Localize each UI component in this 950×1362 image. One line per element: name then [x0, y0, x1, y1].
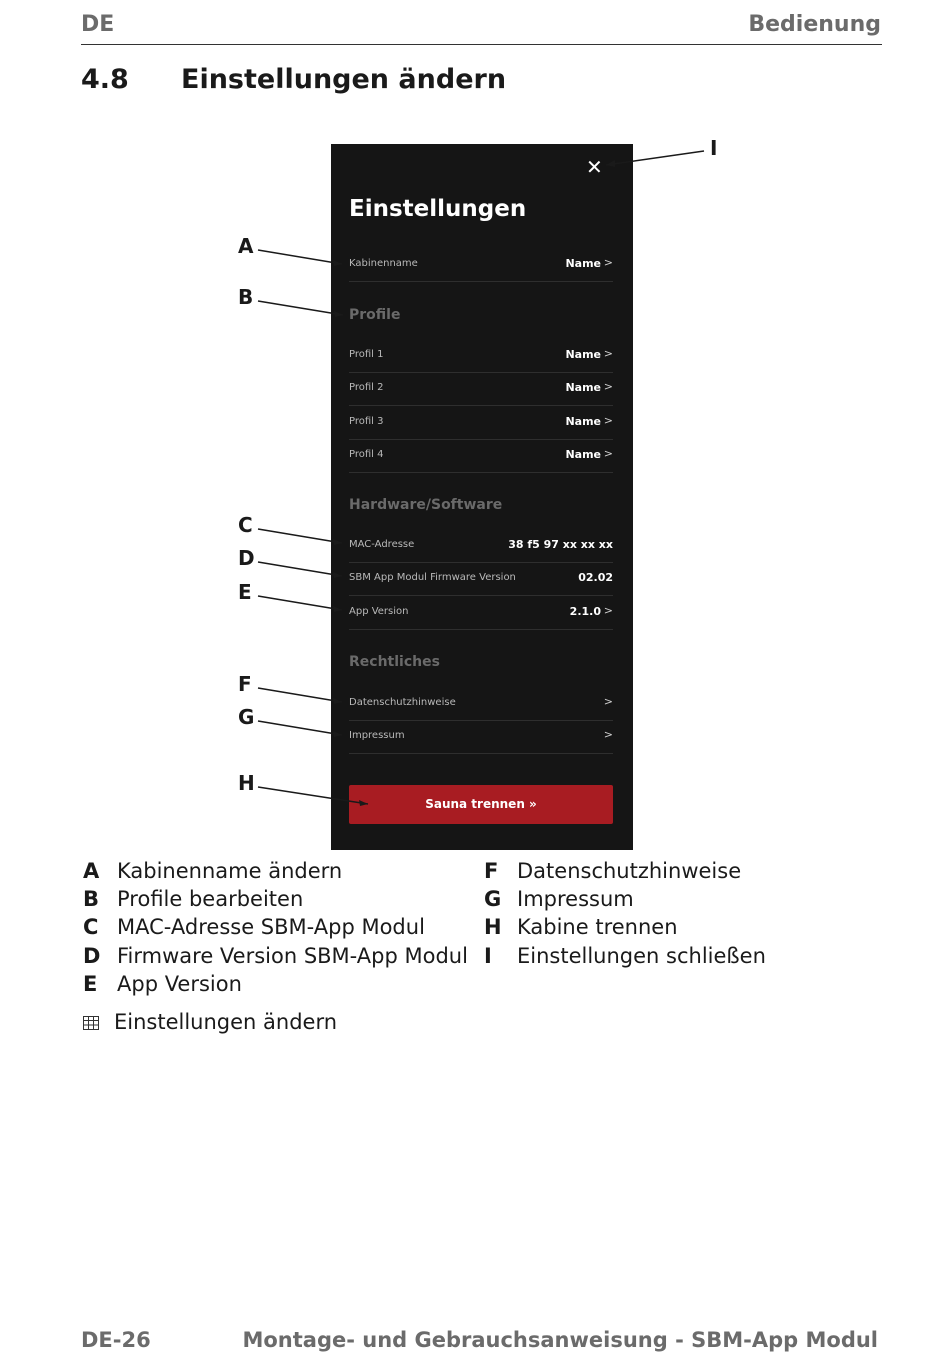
firmware-value: 02.02	[578, 571, 613, 584]
callout-h: H	[238, 771, 255, 795]
profile-label: Profil 1	[349, 349, 384, 360]
legend-letter: B	[83, 887, 100, 911]
disconnect-sauna-button[interactable]: Sauna trennen »	[349, 785, 613, 824]
figure-caption: Einstellungen ändern	[114, 1010, 338, 1034]
mac-address-value: 38 f5 97 xx xx xx	[508, 538, 613, 551]
callout-a: A	[238, 234, 254, 258]
app-version-label: App Version	[349, 606, 409, 617]
leader-arrow	[334, 311, 343, 317]
legend-letter: D	[83, 944, 101, 968]
leader-line-g	[258, 721, 342, 735]
leader-arrow	[333, 606, 342, 612]
legend-text: Firmware Version SBM-App Modul	[117, 944, 468, 968]
profile-label: Profil 3	[349, 416, 384, 427]
leader-line-b	[258, 301, 343, 315]
imprint-label: Impressum	[349, 730, 405, 741]
legend-letter: C	[83, 915, 99, 939]
privacy-label: Datenschutzhinweise	[349, 697, 456, 708]
profile-label: Profil 4	[349, 449, 384, 460]
profile-value: Name	[565, 381, 601, 394]
legend-letter: H	[484, 915, 502, 939]
leader-line-i	[606, 151, 704, 165]
settings-title: Einstellungen	[349, 196, 527, 222]
legend-text: Kabinenname ändern	[117, 859, 343, 883]
leader-arrow	[606, 160, 615, 167]
chevron-right-icon: >	[603, 695, 613, 708]
leader-arrow	[333, 572, 342, 578]
app-version-value: 2.1.0	[569, 605, 601, 618]
cabin-name-value: Name	[565, 257, 601, 270]
callout-g: G	[238, 705, 255, 729]
legend-letter: E	[83, 972, 98, 996]
leader-arrow	[359, 800, 368, 806]
header-language: DE	[81, 12, 115, 37]
header-chapter: Bedienung	[748, 12, 881, 37]
chevron-right-icon: >	[603, 728, 613, 741]
section-number: 4.8	[81, 64, 129, 95]
leader-arrow	[333, 539, 342, 545]
legend-text: Profile bearbeiten	[117, 887, 304, 911]
leader-arrow	[333, 731, 342, 737]
chevron-right-icon: >	[603, 414, 613, 427]
legend-letter: I	[484, 944, 492, 968]
callout-c: C	[238, 513, 253, 537]
callout-e: E	[238, 580, 252, 604]
legend-text: Einstellungen schließen	[517, 944, 766, 968]
callout-f: F	[238, 672, 252, 696]
legend-text: MAC-Adresse SBM-App Modul	[117, 915, 425, 939]
legend-letter: F	[484, 859, 499, 883]
legend-text: Kabine trennen	[517, 915, 678, 939]
profile-value: Name	[565, 415, 601, 428]
legend-text: Datenschutzhinweise	[517, 859, 742, 883]
leader-arrow	[333, 260, 342, 266]
leader-line-d	[258, 562, 342, 576]
mac-address-label: MAC-Adresse	[349, 539, 415, 550]
profiles-heading: Profile	[349, 307, 401, 323]
hardware-heading: Hardware/Software	[349, 497, 503, 513]
page-number: DE-26	[81, 1328, 151, 1352]
figure-icon	[83, 1016, 99, 1030]
callout-b: B	[238, 285, 254, 309]
profile-value: Name	[565, 348, 601, 361]
legend-text: Impressum	[517, 887, 634, 911]
leader-line-h	[258, 787, 368, 804]
callout-d: D	[238, 546, 255, 570]
cabin-name-label: Kabinenname	[349, 258, 418, 269]
legend-text: App Version	[117, 972, 242, 996]
section-title: Einstellungen ändern	[181, 64, 507, 95]
legend-letter: G	[484, 887, 502, 911]
leader-line-e	[258, 596, 342, 610]
chevron-right-icon: >	[603, 604, 613, 617]
profile-label: Profil 2	[349, 382, 384, 393]
leader-line-a	[258, 250, 342, 264]
chevron-right-icon: >	[603, 347, 613, 360]
document-title: Montage- und Gebrauchsanweisung - SBM-App Modul	[242, 1328, 878, 1352]
leader-arrow	[333, 698, 342, 704]
profile-value: Name	[565, 448, 601, 461]
firmware-label: SBM App Modul Firmware Version	[349, 572, 516, 583]
legal-heading: Rechtliches	[349, 654, 440, 670]
callout-i: I	[710, 136, 718, 160]
close-icon[interactable]: ✕	[586, 155, 603, 179]
legend-letter: A	[83, 859, 100, 883]
leader-line-c	[258, 529, 342, 543]
chevron-right-icon: >	[603, 380, 613, 393]
chevron-right-icon: >	[603, 447, 613, 460]
leader-line-f	[258, 688, 342, 702]
chevron-right-icon: >	[603, 256, 613, 269]
